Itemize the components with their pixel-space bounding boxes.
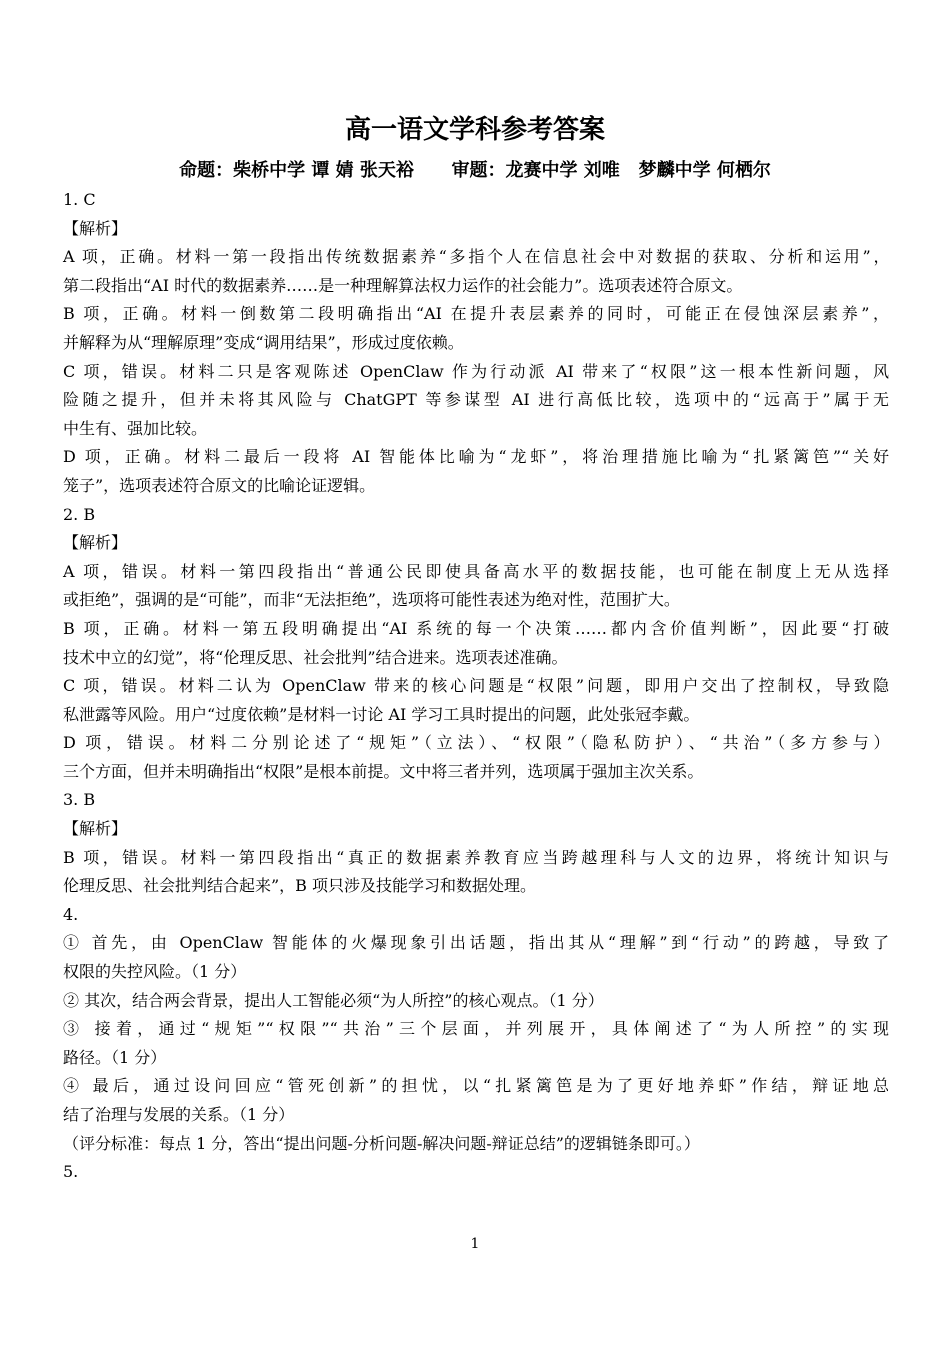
text-line: 伦理反思、社会批判结合起来”，B 项只涉及技能学习和数据处理。 xyxy=(63,876,537,896)
text-line: 技术中立的幻觉”，将“伦理反思、社会批判”结合进来。选项表述准确。 xyxy=(63,647,568,667)
text-line: B 项，错误。材料一第四段指出“真正的数据素养教育应当跨越理科与人文的边界，将统计知识与 xyxy=(63,847,889,867)
answer-content xyxy=(63,186,889,1187)
text-line: ③ 接着，通过“规矩”“权限”“共治”三个层面，并列展开，具体阐述了“为人所控”的实现 xyxy=(63,1019,889,1039)
text-line: 或拒绝”，强调的是“可能”，而非“无法拒绝”，选项将可能性表述为绝对性，范围扩大。 xyxy=(63,590,680,610)
text-line: B 项，正确。材料一倒数第二段明确指出“AI 在提升表层素养的同时，可能正在侵蚀深层素养”， xyxy=(63,304,889,324)
text-line: 笼子”，选项表述符合原文的比喻论证逻辑。 xyxy=(63,475,376,495)
text-line: C 项，错误。材料二只是客观陈述 OpenClaw 作为行动派 AI 带来了“权限”这一根本性新问题，风 xyxy=(63,361,889,381)
text-line: A 项，错误。材料一第四段指出“普通公民即使具备高水平的数据技能，也可能在制度上无从选择 xyxy=(63,561,889,581)
text-line: 结了治理与发展的关系。（1 分） xyxy=(63,1105,295,1124)
text-line: 3. B xyxy=(63,790,96,810)
text-line: 中生有、强加比较。 xyxy=(63,418,208,438)
text-line: 【解析】 xyxy=(63,819,128,839)
text-line: 三个方面，但并未明确指出“权限”是根本前提。文中将三者并列，选项属于强加主次关系。 xyxy=(63,761,704,781)
text-line: 权限的失控风险。（1 分） xyxy=(63,962,247,982)
text-line: C 项，错误。材料二认为 OpenClaw 带来的核心问题是“权限”问题，即用户交出了控制权，导致隐 xyxy=(63,676,889,696)
text-line: A 项，正确。材料一第一段指出传统数据素养“多指个人在信息社会中对数据的获取、分析和运用”， xyxy=(63,247,889,267)
text-line: 5. xyxy=(63,1162,79,1182)
text-line: 私泄露等风险。用户“过度依赖”是材料一讨论 AI 学习工具时提出的问题，此处张冠李戴。 xyxy=(63,704,700,724)
text-line: 1. C xyxy=(63,190,96,209)
text-line: 4. xyxy=(63,904,79,924)
page-title: 高一语文学科参考答案 xyxy=(344,115,605,145)
text-line: ① 首先，由 OpenClaw 智能体的火爆现象引出话题，指出其从“理解”到“行动”的跨越，导致了 xyxy=(63,933,889,953)
text-line: 险随之提升，但并未将其风险与 ChatGPT 等参谋型 AI 进行高低比较，选项中的“远高于”属于无 xyxy=(63,390,889,410)
text-line: 【解析】 xyxy=(63,218,128,238)
text-line: 第二段指出“AI 时代的数据素养……是一种理解算法权力运作的社会能力”。选项表述符合原文。 xyxy=(63,275,743,295)
text-line: ④ 最后，通过设问回应“管死创新”的担忧，以“扎紧篱笆是为了更好地养虾”作结，辩证地总 xyxy=(63,1076,889,1096)
text-line: （评分标准：每点 1 分，答出“提出问题-分析问题-解决问题-辩证总结”的逻辑链条即可。） xyxy=(63,1133,700,1153)
text-line: 【解析】 xyxy=(63,533,128,553)
text-line: B 项，正确。材料一第五段明确提出“AI 系统的每一个决策……都内含价值判断”，因此要“打破 xyxy=(63,618,889,638)
page-number: 1 xyxy=(470,1236,480,1252)
authors-line: 命题：柴桥中学 谭 婧 张天裕 审题：龙赛中学 刘唯 梦麟中学 何栖尔 xyxy=(179,160,771,181)
text-line: 并解释为从“理解原理”变成“调用结果”，形成过度依赖。 xyxy=(63,332,464,352)
text-line: ② 其次，结合两会背景，提出人工智能必须“为人所控”的核心观点。（1 分） xyxy=(63,990,604,1010)
text-line: D 项，正确。材料二最后一段将 AI 智能体比喻为“龙虾”，将治理措施比喻为“扎紧篱笆”“关好 xyxy=(63,447,889,467)
text-line: 路径。（1 分） xyxy=(63,1047,167,1067)
text-line: D 项，错误。材料二分别论述了“规矩”（立法）、“权限”（隐私防护）、“共治”（多方参与） xyxy=(63,733,889,753)
text-line: 2. B xyxy=(63,504,96,524)
